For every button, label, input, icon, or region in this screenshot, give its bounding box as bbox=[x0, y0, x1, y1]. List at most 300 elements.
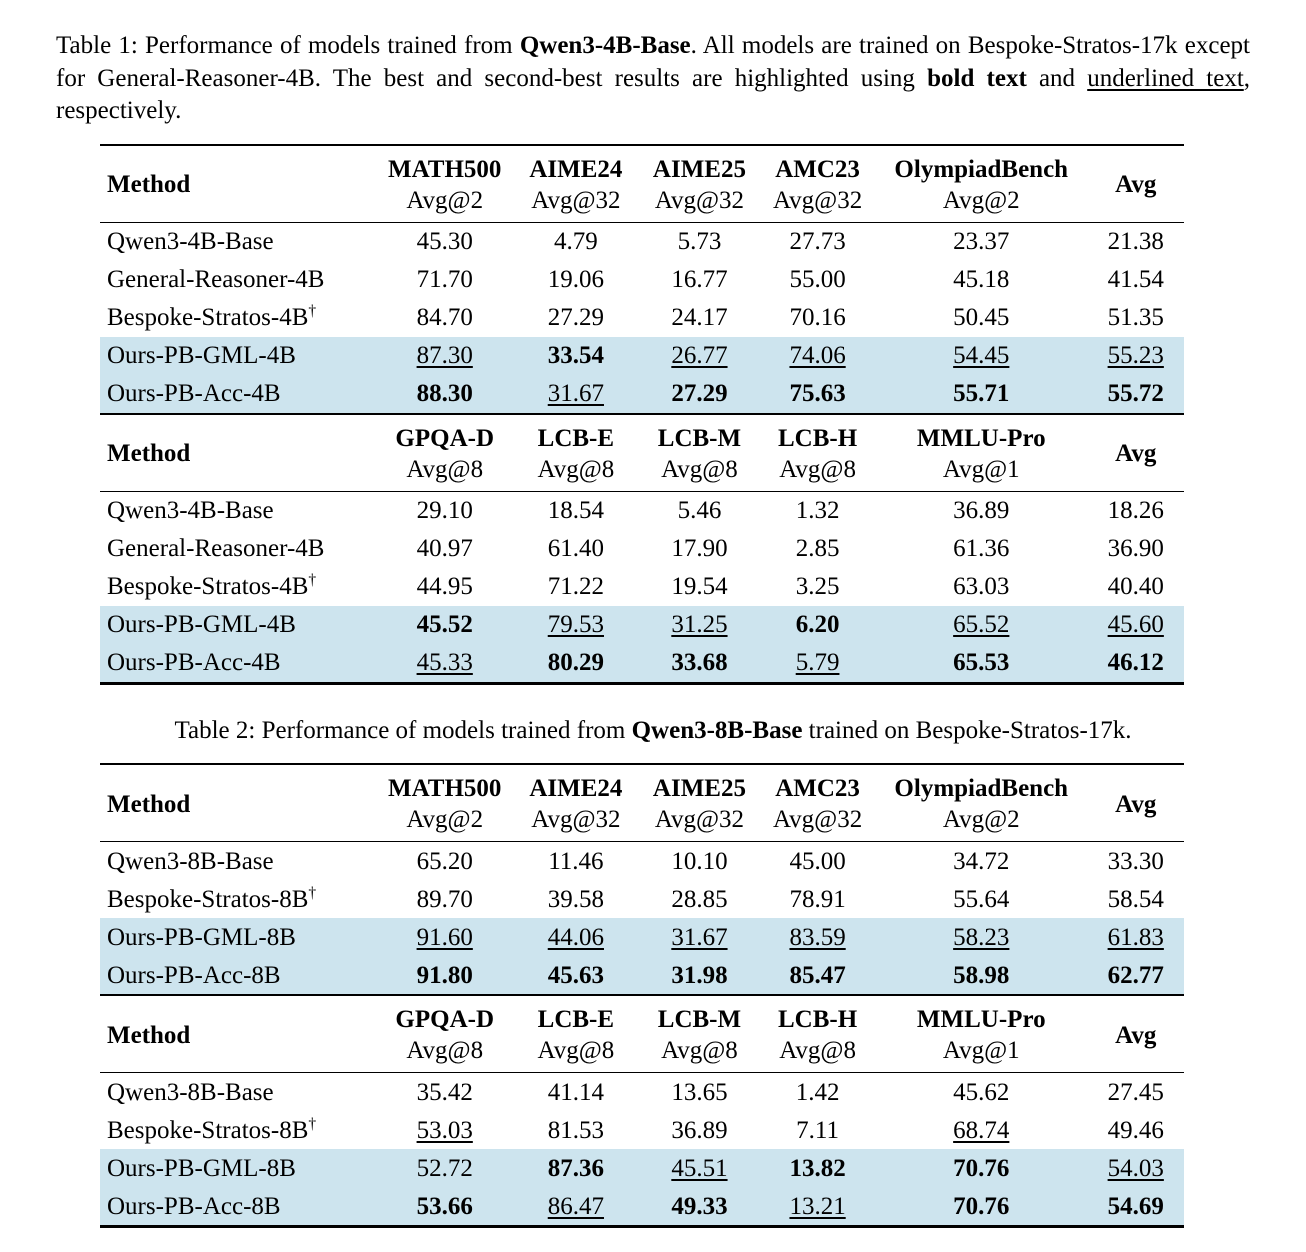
table-row bbox=[100, 956, 1184, 994]
cell-value: 13.65 bbox=[671, 1078, 728, 1106]
cell-value: 34.72 bbox=[953, 847, 1010, 875]
value-cell bbox=[639, 842, 760, 881]
column-header bbox=[760, 764, 875, 842]
cell-value: 86.47 bbox=[547, 1192, 604, 1220]
cell-value: 17.90 bbox=[671, 535, 728, 562]
value-cell bbox=[1087, 568, 1184, 606]
method-cell bbox=[100, 842, 376, 881]
table-row bbox=[100, 530, 1184, 568]
method-cell bbox=[100, 606, 376, 644]
column-name: MATH500 bbox=[388, 155, 502, 183]
column-header bbox=[875, 764, 1087, 842]
cell-value: 36.89 bbox=[953, 497, 1010, 524]
method-cell bbox=[100, 1073, 376, 1112]
cell-value: 27.29 bbox=[547, 304, 604, 331]
cell-value: 87.30 bbox=[416, 342, 473, 369]
cell-value: 41.14 bbox=[547, 1078, 604, 1106]
method-label: Qwen3-8B-Base bbox=[107, 847, 274, 875]
caption-segment: . All models are trained on Bespoke-Stratos-17k except for General-Reasoner-4B. The best and second-best results are highlighted using bbox=[56, 32, 1250, 92]
value-cell bbox=[760, 1111, 875, 1149]
cell-value: 1.42 bbox=[795, 1078, 840, 1106]
value-cell bbox=[376, 918, 513, 956]
value-cell bbox=[376, 606, 513, 644]
cell-value: 39.58 bbox=[547, 885, 604, 913]
cell-value: 44.95 bbox=[416, 573, 473, 600]
value-cell bbox=[513, 956, 639, 994]
value-cell bbox=[513, 918, 639, 956]
value-cell bbox=[875, 337, 1087, 375]
value-cell bbox=[1087, 1073, 1184, 1112]
column-metric: Avg@32 bbox=[654, 186, 745, 214]
method-label: Qwen3-4B-Base bbox=[107, 228, 274, 255]
column-header bbox=[376, 764, 513, 842]
caption-segment: underlined text bbox=[1087, 64, 1244, 92]
table-row bbox=[100, 222, 1184, 261]
value-cell bbox=[376, 491, 513, 530]
caption-segment: trained on Bespoke-Stratos-17k. bbox=[802, 716, 1132, 744]
value-cell bbox=[513, 568, 639, 606]
value-cell bbox=[760, 644, 875, 684]
value-cell bbox=[376, 842, 513, 881]
value-cell bbox=[376, 1073, 513, 1112]
column-header bbox=[513, 764, 639, 842]
method-cell bbox=[100, 1187, 376, 1227]
table2 bbox=[100, 763, 1184, 1228]
cell-value: 88.30 bbox=[416, 380, 473, 407]
value-cell bbox=[513, 606, 639, 644]
column-metric: Avg@8 bbox=[406, 1037, 484, 1064]
method-label: Ours-PB-Acc-8B bbox=[107, 961, 281, 989]
table-row bbox=[100, 337, 1184, 375]
cell-value: 45.18 bbox=[953, 266, 1010, 293]
method-label: General-Reasoner-4B bbox=[107, 535, 325, 562]
method-label: Bespoke-Stratos-8B bbox=[107, 1116, 309, 1144]
cell-value: 45.30 bbox=[416, 228, 473, 255]
table1-general-panel bbox=[100, 413, 1184, 685]
cell-value: 33.30 bbox=[1107, 847, 1164, 875]
column-header bbox=[1087, 414, 1184, 492]
cell-value: 29.10 bbox=[416, 497, 473, 524]
cell-value: 13.82 bbox=[789, 1154, 846, 1182]
column-header bbox=[100, 414, 376, 492]
value-cell bbox=[1087, 956, 1184, 994]
value-cell bbox=[1087, 375, 1184, 413]
cell-value: 5.79 bbox=[795, 649, 840, 676]
cell-value: 19.06 bbox=[547, 266, 604, 293]
column-name: AIME24 bbox=[529, 775, 623, 802]
value-cell bbox=[875, 842, 1087, 881]
cell-value: 83.59 bbox=[789, 923, 846, 951]
value-cell bbox=[1087, 222, 1184, 261]
method-cell bbox=[100, 222, 376, 261]
cell-value: 36.89 bbox=[671, 1116, 728, 1144]
cell-value: 44.06 bbox=[547, 923, 604, 951]
cell-value: 58.98 bbox=[953, 961, 1010, 989]
table1-math-panel-table bbox=[100, 144, 1184, 413]
value-cell bbox=[376, 337, 513, 375]
cell-value: 27.73 bbox=[789, 228, 846, 255]
column-metric: Avg@2 bbox=[406, 806, 484, 833]
caption-segment: Qwen3-4B-Base bbox=[519, 32, 691, 59]
cell-value: 52.72 bbox=[416, 1154, 473, 1182]
column-header bbox=[100, 995, 376, 1073]
value-cell bbox=[1087, 842, 1184, 881]
cell-value: 55.71 bbox=[953, 380, 1010, 407]
value-cell bbox=[639, 880, 760, 918]
method-label: Bespoke-Stratos-8B bbox=[107, 885, 309, 913]
cell-value: 55.72 bbox=[1107, 380, 1164, 407]
cell-value: 16.77 bbox=[671, 266, 728, 293]
cell-value: 10.10 bbox=[671, 847, 728, 875]
value-cell bbox=[639, 1149, 760, 1187]
value-cell bbox=[639, 337, 760, 375]
column-name: Avg bbox=[1115, 790, 1157, 818]
value-cell bbox=[1087, 1149, 1184, 1187]
cell-value: 62.77 bbox=[1107, 961, 1164, 989]
value-cell bbox=[639, 568, 760, 606]
cell-value: 28.85 bbox=[671, 885, 728, 913]
cell-value: 2.85 bbox=[795, 535, 840, 562]
value-cell bbox=[875, 606, 1087, 644]
value-cell bbox=[513, 1149, 639, 1187]
cell-value: 80.29 bbox=[547, 649, 604, 676]
cell-value: 75.63 bbox=[789, 380, 846, 407]
cell-value: 79.53 bbox=[547, 611, 604, 638]
table1-math-panel bbox=[100, 144, 1184, 413]
value-cell bbox=[760, 222, 875, 261]
value-cell bbox=[760, 337, 875, 375]
column-header bbox=[760, 995, 875, 1073]
column-name: Method bbox=[107, 440, 191, 467]
column-name: LCB-M bbox=[657, 424, 742, 452]
header-row bbox=[100, 995, 1184, 1073]
table-row bbox=[100, 1187, 1184, 1227]
cell-value: 21.38 bbox=[1107, 228, 1164, 255]
value-cell bbox=[875, 299, 1087, 337]
table-row bbox=[100, 491, 1184, 530]
value-cell bbox=[376, 375, 513, 413]
table-row bbox=[100, 568, 1184, 606]
value-cell bbox=[760, 1073, 875, 1112]
cell-value: 65.52 bbox=[953, 611, 1010, 638]
method-label: General-Reasoner-4B bbox=[107, 266, 325, 293]
column-header bbox=[760, 145, 875, 223]
value-cell bbox=[875, 880, 1087, 918]
value-cell bbox=[875, 375, 1087, 413]
cell-value: 1.32 bbox=[795, 497, 840, 524]
cell-value: 54.69 bbox=[1107, 1192, 1164, 1220]
cell-value: 61.83 bbox=[1107, 923, 1164, 951]
column-metric: Avg@2 bbox=[942, 186, 1020, 214]
method-label: Ours-PB-Acc-8B bbox=[107, 1192, 281, 1220]
value-cell bbox=[513, 1073, 639, 1112]
value-cell bbox=[639, 918, 760, 956]
column-name: LCB-H bbox=[777, 424, 858, 452]
method-label: Qwen3-8B-Base bbox=[107, 1078, 274, 1106]
column-header bbox=[513, 414, 639, 492]
table2-math-panel-table bbox=[100, 763, 1184, 994]
value-cell bbox=[875, 1187, 1087, 1227]
method-label: Ours-PB-GML-4B bbox=[107, 611, 296, 638]
value-cell bbox=[875, 1111, 1087, 1149]
column-metric: Avg@8 bbox=[537, 455, 615, 483]
value-cell bbox=[760, 530, 875, 568]
cell-value: 65.20 bbox=[416, 847, 473, 875]
method-cell bbox=[100, 644, 376, 684]
value-cell bbox=[1087, 880, 1184, 918]
method-cell bbox=[100, 1149, 376, 1187]
cell-value: 13.21 bbox=[789, 1192, 846, 1220]
cell-value: 7.11 bbox=[796, 1116, 839, 1144]
value-cell bbox=[639, 1073, 760, 1112]
column-name: LCB-E bbox=[537, 1006, 615, 1033]
table1-general-panel-table bbox=[100, 413, 1184, 685]
column-name: Avg bbox=[1115, 1021, 1157, 1049]
method-cell bbox=[100, 375, 376, 413]
table-row bbox=[100, 918, 1184, 956]
value-cell bbox=[1087, 261, 1184, 299]
value-cell bbox=[1087, 918, 1184, 956]
value-cell bbox=[513, 299, 639, 337]
column-name: LCB-H bbox=[777, 1006, 858, 1033]
column-header bbox=[875, 995, 1087, 1073]
value-cell bbox=[513, 530, 639, 568]
cell-value: 70.76 bbox=[953, 1192, 1010, 1220]
cell-value: 45.60 bbox=[1107, 611, 1164, 638]
cell-value: 18.54 bbox=[547, 497, 604, 524]
value-cell bbox=[875, 644, 1087, 684]
cell-value: 3.25 bbox=[795, 573, 840, 600]
cell-value: 84.70 bbox=[416, 304, 473, 331]
cell-value: 51.35 bbox=[1107, 304, 1164, 331]
value-cell bbox=[760, 842, 875, 881]
cell-value: 19.54 bbox=[671, 573, 728, 600]
value-cell bbox=[513, 1111, 639, 1149]
value-cell bbox=[376, 644, 513, 684]
table-row bbox=[100, 606, 1184, 644]
column-name: Method bbox=[107, 1021, 191, 1049]
caption-segment: Qwen3-8B-Base bbox=[631, 716, 803, 744]
cell-value: 41.54 bbox=[1107, 266, 1164, 293]
column-header bbox=[1087, 995, 1184, 1073]
value-cell bbox=[513, 491, 639, 530]
table-row bbox=[100, 1149, 1184, 1187]
method-label: Bespoke-Stratos-4B bbox=[107, 304, 309, 331]
cell-value: 61.36 bbox=[953, 535, 1010, 562]
method-cell bbox=[100, 956, 376, 994]
cell-value: 45.62 bbox=[953, 1078, 1010, 1106]
cell-value: 5.73 bbox=[677, 228, 722, 255]
value-cell bbox=[376, 1187, 513, 1227]
column-header bbox=[639, 764, 760, 842]
cell-value: 91.80 bbox=[416, 961, 473, 989]
cell-value: 81.53 bbox=[547, 1116, 604, 1144]
value-cell bbox=[639, 299, 760, 337]
cell-value: 78.91 bbox=[789, 885, 846, 913]
value-cell bbox=[513, 1187, 639, 1227]
method-label: Ours-PB-Acc-4B bbox=[107, 649, 281, 676]
value-cell bbox=[875, 568, 1087, 606]
cell-value: 45.00 bbox=[789, 847, 846, 875]
value-cell bbox=[1087, 337, 1184, 375]
column-header bbox=[376, 995, 513, 1073]
column-metric: Avg@8 bbox=[779, 455, 856, 483]
value-cell bbox=[760, 299, 875, 337]
value-cell bbox=[639, 644, 760, 684]
method-label: Ours-PB-Acc-4B bbox=[107, 380, 281, 407]
column-metric: Avg@2 bbox=[942, 806, 1020, 833]
cell-value: 45.52 bbox=[416, 611, 473, 638]
header-row bbox=[100, 414, 1184, 492]
value-cell bbox=[760, 880, 875, 918]
column-metric: Avg@32 bbox=[772, 806, 863, 833]
column-header bbox=[1087, 764, 1184, 842]
value-cell bbox=[875, 1149, 1087, 1187]
column-metric: Avg@32 bbox=[772, 186, 863, 214]
value-cell bbox=[760, 261, 875, 299]
cell-value: 35.42 bbox=[416, 1078, 473, 1106]
cell-value: 91.60 bbox=[416, 923, 473, 951]
cell-value: 36.90 bbox=[1107, 535, 1164, 562]
cell-value: 55.23 bbox=[1107, 342, 1164, 369]
value-cell bbox=[760, 918, 875, 956]
cell-value: 24.17 bbox=[671, 304, 728, 331]
caption-segment: and bbox=[1026, 64, 1088, 92]
column-metric: Avg@1 bbox=[942, 455, 1020, 483]
table1 bbox=[100, 144, 1184, 685]
value-cell bbox=[875, 1073, 1087, 1112]
value-cell bbox=[760, 1187, 875, 1227]
cell-value: 6.20 bbox=[795, 611, 840, 638]
column-metric: Avg@32 bbox=[531, 806, 621, 833]
cell-value: 61.40 bbox=[547, 535, 604, 562]
method-label: Ours-PB-GML-8B bbox=[107, 923, 296, 951]
value-cell bbox=[513, 222, 639, 261]
column-name: AMC23 bbox=[775, 775, 860, 802]
caption-segment: , respectively. bbox=[56, 64, 1251, 124]
column-metric: Avg@8 bbox=[537, 1037, 615, 1064]
table2-general-panel bbox=[100, 994, 1184, 1228]
table-row bbox=[100, 375, 1184, 413]
value-cell bbox=[376, 956, 513, 994]
column-name: LCB-M bbox=[657, 1006, 742, 1033]
value-cell bbox=[760, 375, 875, 413]
cell-value: 45.33 bbox=[416, 649, 473, 676]
column-name: MMLU-Pro bbox=[916, 1006, 1046, 1033]
cell-value: 45.63 bbox=[547, 961, 604, 989]
column-metric: Avg@8 bbox=[406, 455, 484, 483]
column-metric: Avg@8 bbox=[779, 1037, 856, 1064]
cell-value: 40.97 bbox=[416, 535, 473, 562]
cell-value: 71.70 bbox=[416, 266, 473, 293]
cell-value: 85.47 bbox=[789, 961, 846, 989]
method-cell bbox=[100, 337, 376, 375]
cell-value: 27.45 bbox=[1107, 1078, 1164, 1106]
cell-value: 55.64 bbox=[953, 885, 1010, 913]
column-name: AIME25 bbox=[652, 155, 746, 183]
method-cell bbox=[100, 568, 376, 606]
column-metric: Avg@32 bbox=[531, 186, 621, 214]
column-header bbox=[513, 995, 639, 1073]
cell-value: 31.25 bbox=[671, 611, 728, 638]
value-cell bbox=[1087, 644, 1184, 684]
method-label: Ours-PB-GML-8B bbox=[107, 1154, 296, 1182]
value-cell bbox=[376, 568, 513, 606]
cell-value: 63.03 bbox=[953, 573, 1010, 600]
column-metric: Avg@32 bbox=[654, 806, 745, 833]
table2-math-panel bbox=[100, 763, 1184, 994]
column-name: Avg bbox=[1115, 171, 1157, 198]
value-cell bbox=[513, 842, 639, 881]
cell-value: 87.36 bbox=[547, 1154, 604, 1182]
column-header bbox=[875, 145, 1087, 223]
method-cell bbox=[100, 1111, 376, 1149]
column-name: OlympiadBench bbox=[894, 155, 1069, 183]
caption-segment: Table 1: Performance of models trained from bbox=[56, 32, 520, 59]
method-cell bbox=[100, 880, 376, 918]
column-header bbox=[760, 414, 875, 492]
column-header bbox=[639, 145, 760, 223]
dagger-mark: † bbox=[308, 302, 317, 320]
value-cell bbox=[875, 918, 1087, 956]
column-name: LCB-E bbox=[537, 424, 615, 452]
value-cell bbox=[760, 568, 875, 606]
value-cell bbox=[376, 299, 513, 337]
column-header bbox=[376, 414, 513, 492]
method-label: Bespoke-Stratos-4B bbox=[107, 573, 309, 600]
value-cell bbox=[513, 261, 639, 299]
cell-value: 33.68 bbox=[671, 649, 728, 676]
column-metric: Avg@8 bbox=[661, 455, 738, 483]
column-name: AMC23 bbox=[775, 155, 860, 183]
dagger-mark: † bbox=[308, 1115, 317, 1133]
value-cell bbox=[875, 261, 1087, 299]
value-cell bbox=[376, 530, 513, 568]
cell-value: 45.51 bbox=[671, 1154, 728, 1182]
value-cell bbox=[639, 606, 760, 644]
method-label: Ours-PB-GML-4B bbox=[107, 342, 296, 369]
cell-value: 18.26 bbox=[1107, 497, 1164, 524]
cell-value: 70.16 bbox=[789, 304, 846, 331]
value-cell bbox=[376, 261, 513, 299]
method-cell bbox=[100, 918, 376, 956]
column-name: MMLU-Pro bbox=[916, 424, 1046, 452]
value-cell bbox=[513, 375, 639, 413]
value-cell bbox=[875, 956, 1087, 994]
column-header bbox=[639, 995, 760, 1073]
value-cell bbox=[376, 1149, 513, 1187]
table2-general-panel-table bbox=[100, 994, 1184, 1228]
column-name: Method bbox=[107, 790, 191, 818]
value-cell bbox=[760, 956, 875, 994]
cell-value: 54.03 bbox=[1107, 1154, 1164, 1182]
value-cell bbox=[376, 1111, 513, 1149]
column-name: AIME24 bbox=[529, 155, 623, 183]
column-metric: Avg@1 bbox=[942, 1037, 1020, 1064]
column-name: MATH500 bbox=[388, 775, 502, 802]
caption-segment: bold text bbox=[927, 64, 1027, 92]
value-cell bbox=[875, 222, 1087, 261]
value-cell bbox=[639, 530, 760, 568]
cell-value: 70.76 bbox=[953, 1154, 1010, 1182]
table-row bbox=[100, 1111, 1184, 1149]
header-row bbox=[100, 145, 1184, 223]
cell-value: 71.22 bbox=[547, 573, 604, 600]
cell-value: 53.03 bbox=[416, 1116, 473, 1144]
column-name: AIME25 bbox=[652, 775, 746, 802]
column-header bbox=[100, 145, 376, 223]
value-cell bbox=[376, 222, 513, 261]
